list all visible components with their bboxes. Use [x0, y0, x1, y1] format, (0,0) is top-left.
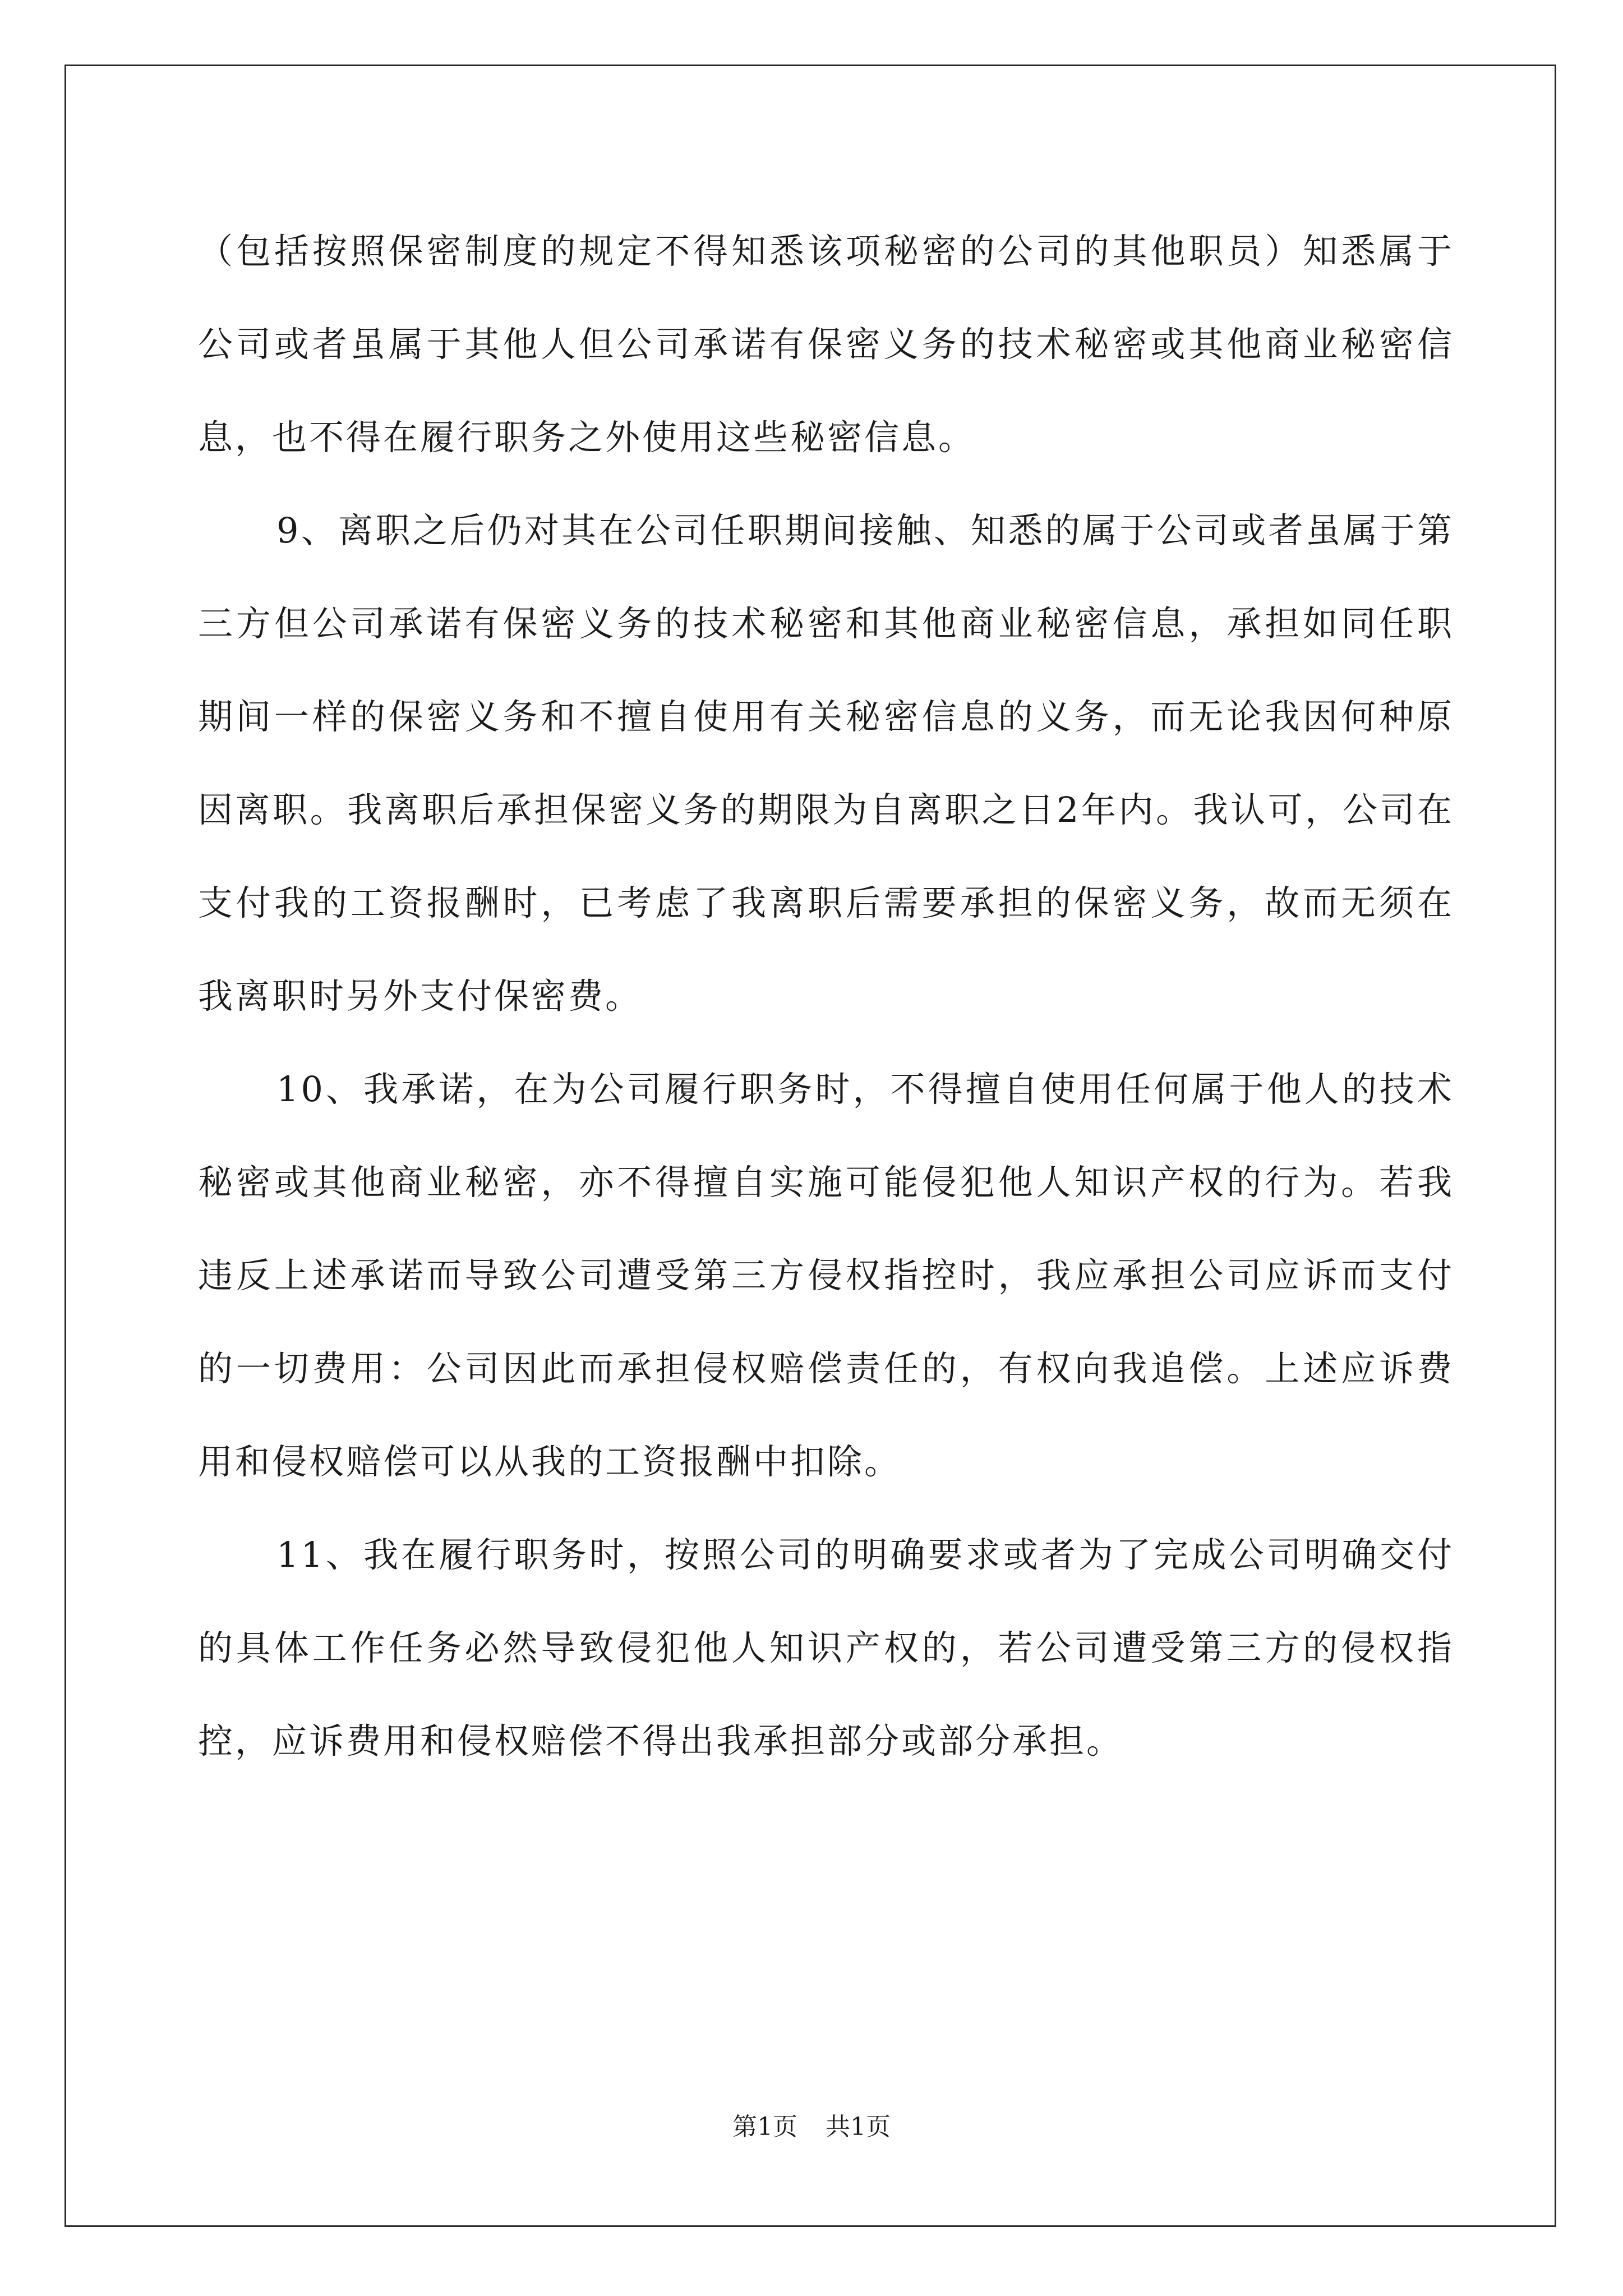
paragraph-clause-10: 10、我承诺，在为公司履行职务时，不得擅自使用任何属于他人的技术秘密或其他商业秘密，亦不得擅自实施可能侵犯他人知识产权的行为。若我违反上述承诺而导致公司遭受第三方侵权指控时，我应承担公司应诉而支付的一切费用：公司因此而承担侵权赔偿责任的，有权向我追偿。上述应诉费用和侵权赔偿可以从我的工资报酬中扣除。: [198, 1069, 1454, 1482]
page-total: 共1页: [826, 2113, 891, 2141]
document-body: [198, 205, 1454, 1788]
paragraph-clause-11: 11、我在履行职务时，按照公司的明确要求或者为了完成公司明确交付的具体工作任务必然导致侵犯他人知识产权的，若公司遭受第三方的侵权指控，应诉费用和侵权赔偿不得出我承担部分或部分承担。: [198, 1534, 1454, 1761]
paragraph-continuation: （包括按照保密制度的规定不得知悉该项秘密的公司的其他职员）知悉属于公司或者虽属于其他人但公司承诺有保密义务的技术秘密或其他商业秘密信息，也不得在履行职务之外使用这些秘密信息。: [198, 231, 1454, 458]
page-footer: [0, 2106, 1623, 2142]
page-number: 第1页: [732, 2113, 797, 2141]
paragraph-clause-9: 9、离职之后仍对其在公司任职期间接触、知悉的属于公司或者虽属于第三方但公司承诺有保密义务的技术秘密和其他商业秘密信息，承担如同任职期间一样的保密义务和不擅自使用有关秘密信息的义务，而无论我因何种原因离职。我离职后承担保密义务的期限为自离职之日2年内。我认可，公司在支付我的工资报酬时，已考虑了我离职后需要承担的保密义务，故而无须在我离职时另外支付保密费。: [198, 510, 1454, 1016]
